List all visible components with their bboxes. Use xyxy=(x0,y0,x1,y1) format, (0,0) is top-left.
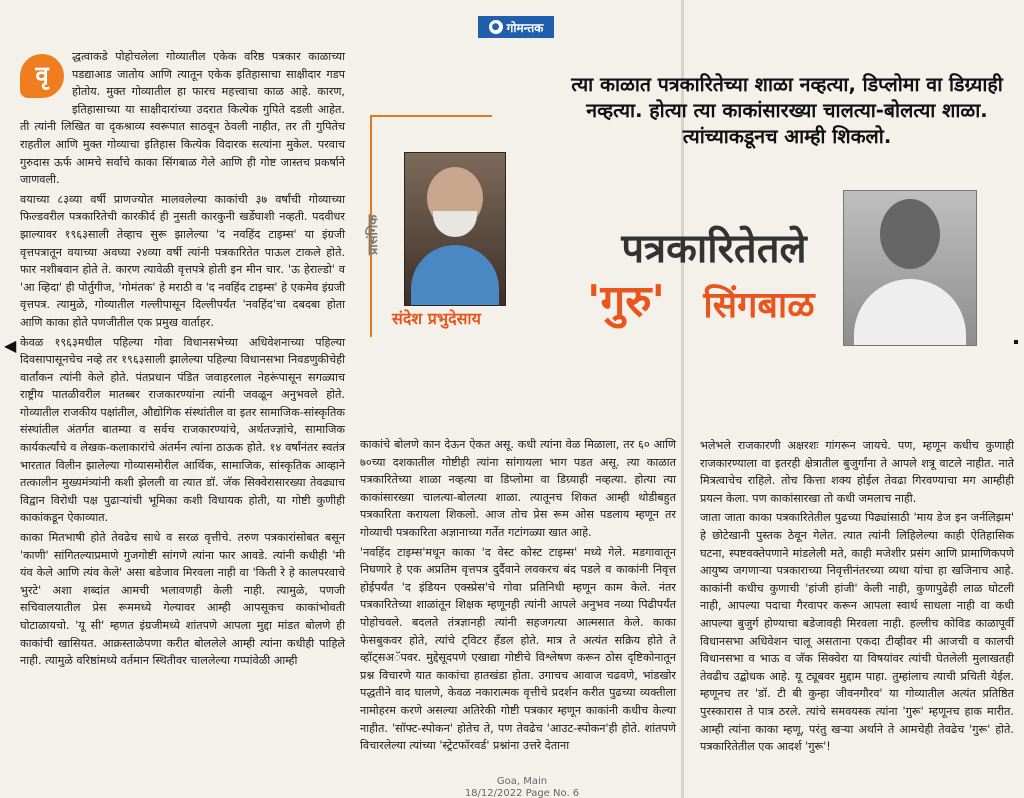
headline-line-1: पत्रकारितेतले xyxy=(621,226,807,272)
article-column-1 xyxy=(20,48,345,670)
author-photo-body xyxy=(411,245,499,306)
paragraph: काकांचे बोलणे कान देऊन ऐकत असू. कधी त्यांना वेळ मिळाला, तर ६० आणि ७०च्या दशकातील गोष्टीही त्यांना सांगायला भाग पडत असू. त्या काळात पत्रकारितेच्या शाळा नव्हत्या वा डिप्लोमा वा डिग्र्याही नव्हत्या. होत्या त्या काकांसारख्या चालत्या-बोलत्या शाळा. त्यातूनच शिकत आम्ही थोडीबहुत पत्रकारिता करायला शिकलो. आज तोच प्रेस रूम ओस पडलाय म्हणून तर गोव्याची पत्रकारिता अज्ञानाच्या गर्तेत गटांगळ्या खात आहे. xyxy=(360,438,676,539)
pull-quote: त्या काळात पत्रकारितेच्या शाळा नव्हत्या, डिप्लोमा वा डिग्र्याही नव्हत्या. होत्या त्या काकांसारख्या चालत्या-बोलत्या शाळा. त्यांच्याकडूनच आम्ही शिकलो. xyxy=(571,73,1003,148)
author-photo-beard xyxy=(433,211,477,237)
drop-letter: वृ xyxy=(20,54,64,98)
article-column-3 xyxy=(700,437,1014,756)
masthead-logo xyxy=(478,16,554,38)
headline-name: सिंगबाळ xyxy=(703,285,815,326)
subject-photo-body xyxy=(854,279,966,346)
left-arrow-icon[interactable]: ◀ xyxy=(4,336,17,355)
footer-edition: Goa, Main xyxy=(496,776,548,787)
byline: संदेश प्रभुदेसाय xyxy=(392,309,481,328)
paragraph: काका मितभाषी होते तेवढेच साधे व सरळ वृत्तीचे. तरुण पत्रकारांसोबत बसून 'काणी' सांगितल्याप्रमाणे गुजगोष्टी सांगणे त्यांना फार आवडे. त्यांनी कधीही 'मी यंव केले आणि त्यंव केले' असा बडेजाव मिरवला नाही वा 'किती रे हे कालपरवाचे भुरटे' अशा शब्दांत आमची भलावणही केली नाही. त्यामुळे, पणजी सचिवालयातील प्रेस रूममध्ये गेल्यावर आम्ही आपसूकच काकांभोवती घोटाळायचो. 'यू सी' म्हणत इंग्रजीमध्ये शांतपणे आपला मुद्दा मांडत बोलणे ही काकांची खासियत. आक्रस्ताळेपणा करीत बोललेले आम्ही त्यांना कधीही पाहिले नाही. त्यामुळे वरिष्ठांमध्ये वर्तमान स्थितीवर चाललेल्या गप्पांवेळी आम्ही xyxy=(20,531,345,668)
edge-marker xyxy=(1014,340,1018,344)
paragraph: वयाच्या ८३व्या वर्षी प्राणज्योत मालवलेल्या काकांची ३७ वर्षांची गोव्याच्या फिल्डवरील पत्रकारितेची कारकीर्द ही नुसती कारकुनी खर्डेघाशी नव्हती. पदवीधर झाल्यावर १९६३साली तेव्हाच सुरू झालेल्या 'द नवहिंद टाइम्स' या इंग्रजी वृत्तपत्रातून वयाच्या अवघ्या २४व्या वर्षी त्यांनी पत्रकारितेत पाऊल टाकले होते. फार नशीबवान होते ते. कारण त्यावेळी वृत्तपत्रे होती इन मीन चार. 'ऊ हेराल्डो' व 'आ व्हिदा' ही पोर्तुगीज, 'गोमंतक' हे मराठी व 'द नवहिंद टाइम्स' हे एकमेव इंग्रजी वृत्तपत्र. त्यामुळे, गोव्यातील गल्लीपासून दिल्लीपर्यंत 'नवहिंद'चा दबदबा होता आणि काका होते पणजीतील एक प्रमुख वार्ताहर. xyxy=(20,192,345,329)
subject-photo xyxy=(843,190,977,346)
masthead-text: गोमन्तक xyxy=(506,20,544,35)
subject-photo-head xyxy=(880,199,940,269)
headline-guru: 'गुरु' xyxy=(586,276,666,327)
author-photo xyxy=(404,152,506,306)
footer-date-page: 18/12/2022 Page No. 6 xyxy=(464,788,580,798)
paragraph: जाता जाता काका पत्रकारितेतील पुढच्या पिढ्यांसाठी 'माय डेज इन जर्नलिझम' हे छोटेखानी पुस्तक ठेवून गेलेत. त्यात त्यांनी लिहिलेल्या काही ऐतिहासिक घटना, स्पष्टवक्तेपणाने मांडलेली मते, काही मजेशीर प्रसंग आणि प्रामाणिकपणे आयुष्य जगणाऱ्या पत्रकाराच्या निवृत्तीनंतरच्या व्यथा यांचा हा खजिनाच आहे. काकांनी कधीच कुणाची 'हांजी हांजी' केली नाही, कुणापुढेही लाळ घोटली नाही, आपल्या पदाचा गैरवापर करून आपला स्वार्थ साधला नाही वा कधी आपल्या बुजुर्ग होण्याचा बडेजावही मिरवला नाही. हल्लीच कोविड काळापूर्वी विधानसभा अधिवेशन चालू असताना एकदा टीव्हीवर मी आजची व कालची विधानसभा व भाऊ व जॅक सिक्वेरा या विषयांवर त्यांची घेतलेली मुलाखतही तेवढीच उद्बोधक आहे. यू ट्यूबवर मुद्दाम पाहा. तुम्हांलाच त्याची प्रचिती येईल. म्हणूनच तर 'डॉ. टी बी कुन्हा जीवनगौरव' या गोव्यातील अत्यंत प्रतिष्ठित पुरस्कारास ते पात्र ठरले. त्यांचे समवयस्क त्यांना 'गुरू' म्हणूनच हाक मारीत. आम्ही त्यांना काका म्हणू, परंतु खऱ्या अर्थाने ते आमचेही तेवढेच 'गुरू' होते. पत्रकारितेतील एक आदर्श 'गुरू'! xyxy=(700,511,1014,754)
page-footer xyxy=(447,776,597,798)
section-label: प्रासंगिक xyxy=(366,214,381,256)
article-column-2 xyxy=(360,436,676,755)
paragraph: भलेभले राजकारणी अक्षरशः गांगरून जायचे. पण, म्हणून कधीच कुणाही राजकारण्याला वा इतरही क्षेत्रातील बुजुर्गांना ते आपले शत्रू वाटले नाहीत. नाते मित्रत्वाचेच राहिले. तोच कित्ता शक्य होईल तेवढा गिरवण्याचा मग आम्हीही प्रयत्न केला. पण काकांसारखा तो कधी जमलाच नाही. xyxy=(700,439,1014,505)
paragraph: केवळ १९६३मधील पहिल्या गोवा विधानसभेच्या अधिवेशनाच्या पहिल्या दिवसापासूनचेच नव्हे तर १९६३साली झालेल्या पहिल्या विधानसभा निवडणुकीचेही वार्तांकन त्यांनी केले होते. पंतप्रधान पंडित जवाहरलाल नेहरूंपासून सगळ्याच राष्ट्रीय पातळीवरील मातब्बर राजकारण्यांना त्यांनी जवळून अनुभवले होते. गोव्यातील राजकीय पक्षांतील, औद्योगिक संस्थांतील वा इतर सामाजिक-सांस्कृतिक संस्थांतील अंतर्गत बातम्या व सर्वच राजकारण्यांचे, अर्थतज्ज्ञांचे, सामाजिक कार्यकर्त्यांचे व लेखक-कलाकारांचे अंतर्मन त्यांना ठाऊक होते. १४ वर्षांनंतर स्वतंत्र भारतात विलीन झालेल्या गोव्यासमोरील आर्थिक, सामाजिक, सांस्कृतिक आव्हाने तत्कालीन मुख्यमंत्र्यांनी कशी झेलली वा त्यात डॉ. जॅक सिक्वेरासारख्या तेवढ्याच विद्वान विरोधी पक्ष पुढाऱ्यांची भूमिका कशी विधायक होती, या गोष्टी कुणीही काकांकडून ऐकाव्यात. xyxy=(20,335,345,525)
paragraph: 'नवहिंद टाइम्स'मधून काका 'द वेस्ट कोस्ट टाइम्स' मध्ये गेले. मडगावातून निघणारे हे एक अप्रतिम वृत्तपत्र दुर्दैवाने लवकरच बंद पडले व काकांनी निवृत्त होईपर्यंत 'द इंडियन एक्स्प्रेस'चे गोवा प्रतिनिधी म्हणून काम केले. नंतर पत्रकारितेच्या शाळांतून शिक्षक म्हणूनही त्यांनी आपले अनुभव नव्या पिढीपर्यंत पोहोचवले. बदलते तंत्रज्ञानही त्यांनी सहजगत्या आत्मसात केले. काका फेसबुकवर होते, त्यांचे ट्विटर हँडल होते. मात्र ते अत्यंत सक्रिय होते ते व्हॉट्सअॅपवर. मुद्देसूदपणे एखाद्या गोष्टीचे विश्लेषण करून ठोस दृष्टिकोनातून प्रश्न विचारणे यात काकांचा हातखंडा होता. उगाचच आवाज चढवणे, भांडखोर पद्धतीने वाद घालणे, केवळ नकारात्मक वृत्तीचे प्रदर्शन करीत पुढच्या व्यक्तीला नामोहरम करणे असल्या अतिरेकी गोष्टी पत्रकार म्हणून काकांनी कधीच केल्या नाहीत. 'सॉफ्ट-स्पोकन' होतेच ते, पण तेवढेच 'आउट-स्पोकन'ही होते. शांतपणे विचारलेल्या त्यांच्या 'स्ट्रेटफॉरवर्ड' प्रश्नांना उत्तरे देताना xyxy=(360,545,676,753)
paragraph: द्धत्वाकडे पोहोचलेला गोव्यातील एकेक वरिष्ठ पत्रकार काळाच्या पडद्याआड जातोय आणि त्यातून एकेक इतिहासाचा साक्षीदार गडप होतोय. मुक्त गोव्यातील हा फारच महत्त्वाचा काळ आहे. कारण, इतिहासाच्या या साक्षीदारांच्या उदरात कित्येक गुपिते दडली आहेत. ती त्यांनी लिखित वा दृकश्राव्य स्वरूपात साठवून ठेवली नाहीत, तर ती गुपितेच राहतील आणि मुक्त गोव्याचा इतिहास कित्येक विदारक सत्यांना मुकेल. परवाच गुरुदास ऊर्फ आमचे सर्वांचे काका सिंगबाळ गेले आणि ही गोष्ट जास्तच प्रकर्षाने जाणवली. xyxy=(20,50,345,187)
masthead-emblem-icon: ● xyxy=(489,20,503,34)
